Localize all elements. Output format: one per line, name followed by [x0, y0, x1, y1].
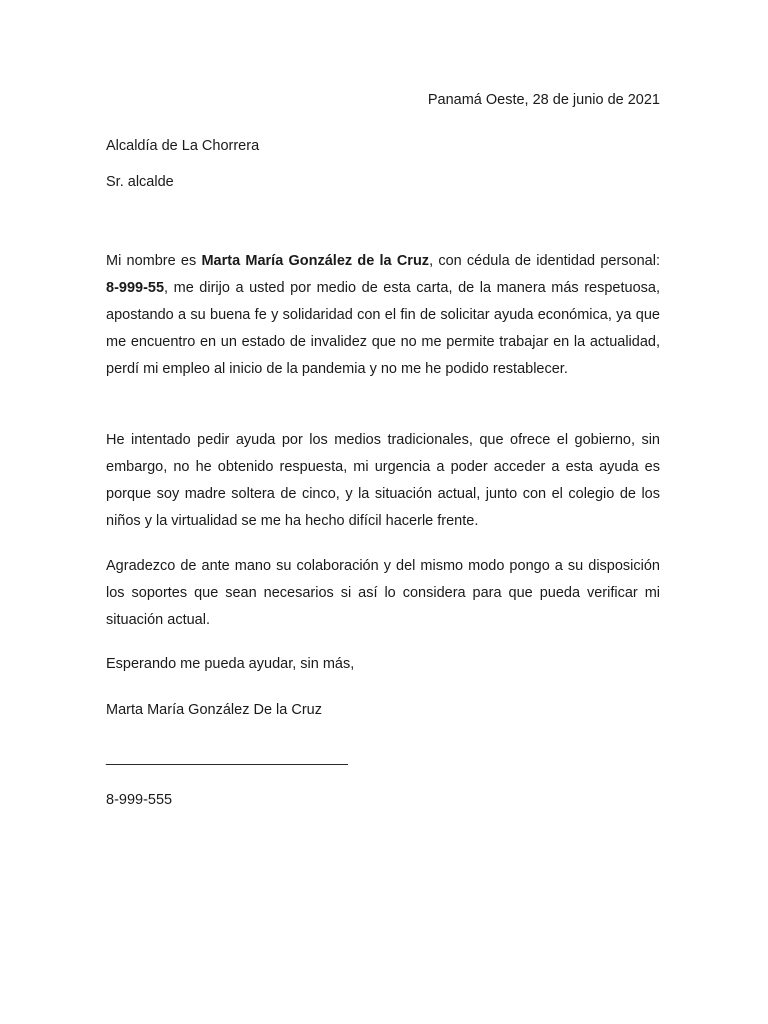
paragraph-introduction-text-3: , me dirijo a usted por medio de esta carta, de la manera más respetuosa, apostando a su buena fe y solidaridad con el fin de solicitar ayuda económica, ya que me encuentro en un estado de invalidez que no me permite trabajar en la actualidad, perdí mi empleo al inicio de la pandemia y no me he podido restablecer. — [106, 280, 660, 377]
paragraph-gratitude: Agradezco de ante mano su colaboración y del mismo modo pongo a su disposición los soportes que sean necesarios si así lo considera para que pueda verificar mi situación actual. — [106, 558, 660, 628]
signature-id: 8-999-555 — [106, 792, 173, 808]
paragraph-introduction-text-1: Mi nombre es — [106, 253, 202, 269]
sender-id-bold: 8-999-55 — [106, 280, 165, 296]
recipient-title: Sr. alcalde — [106, 174, 174, 190]
paragraph-situation: He intentado pedir ayuda por los medios tradicionales, que ofrece el gobierno, sin embargo, no he obtenido respuesta, mi urgencia a poder acceder a esta ayuda es porque soy madre soltera de cinco, y la situación actual, junto con el colegio de los niños y la virtualidad se me ha hecho difícil hacerle frente. — [106, 432, 660, 529]
paragraph-introduction — [106, 248, 660, 383]
letter-date: Panamá Oeste, 28 de junio de 2021 — [427, 92, 660, 108]
closing-line: Esperando me pueda ayudar, sin más, — [106, 656, 355, 672]
sender-name-bold: Marta María González de la Cruz — [201, 253, 430, 269]
signature-name: Marta María González De la Cruz — [106, 702, 322, 718]
signature-line: ______________________________ — [106, 750, 348, 766]
paragraph-introduction-text-2: , con cédula de identidad personal: — [429, 253, 660, 269]
recipient-name: Alcaldía de La Chorrera — [106, 138, 260, 154]
